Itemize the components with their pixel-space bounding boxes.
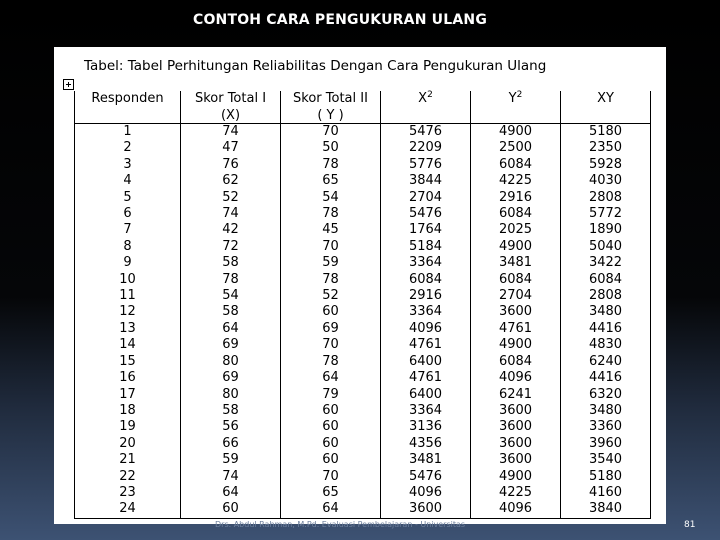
cell-xy: 6320 bbox=[561, 387, 651, 403]
cell-responden: 11 bbox=[75, 288, 181, 304]
cell-skor-x: 62 bbox=[181, 173, 281, 189]
cell-x-squared: 3136 bbox=[381, 419, 471, 435]
cell-y-squared: 6084 bbox=[471, 206, 561, 222]
table-row bbox=[75, 321, 651, 337]
cell-skor-y: 64 bbox=[281, 370, 381, 386]
cell-xy: 4030 bbox=[561, 173, 651, 189]
cell-skor-x: 56 bbox=[181, 419, 281, 435]
cell-y-squared: 2025 bbox=[471, 222, 561, 238]
table-row bbox=[75, 173, 651, 189]
cell-xy: 5772 bbox=[561, 206, 651, 222]
cell-skor-y: 64 bbox=[281, 501, 381, 518]
table-row bbox=[75, 469, 651, 485]
cell-xy: 3960 bbox=[561, 436, 651, 452]
cell-x-squared: 4096 bbox=[381, 485, 471, 501]
table-row bbox=[75, 370, 651, 386]
cell-skor-x: 64 bbox=[181, 485, 281, 501]
cell-x-squared: 3844 bbox=[381, 173, 471, 189]
cell-y-squared: 3481 bbox=[471, 255, 561, 271]
cell-responden: 21 bbox=[75, 452, 181, 468]
cell-skor-y: 65 bbox=[281, 485, 381, 501]
table-row bbox=[75, 485, 651, 501]
cell-skor-x: 58 bbox=[181, 304, 281, 320]
cell-responden: 10 bbox=[75, 272, 181, 288]
cell-y-squared: 6084 bbox=[471, 157, 561, 173]
cell-y-squared: 4900 bbox=[471, 337, 561, 353]
cell-xy: 3840 bbox=[561, 501, 651, 518]
cell-y-squared: 4900 bbox=[471, 469, 561, 485]
cell-skor-x: 52 bbox=[181, 190, 281, 206]
header-y-squared-cont bbox=[471, 107, 561, 124]
cell-responden: 16 bbox=[75, 370, 181, 386]
cell-responden: 24 bbox=[75, 501, 181, 518]
footer-note: Drs. Abdul Rahman, M.Pd. Evaluasi Pembelajaran - Universitas bbox=[215, 520, 466, 529]
cell-x-squared: 6400 bbox=[381, 354, 471, 370]
cell-skor-x: 78 bbox=[181, 272, 281, 288]
cell-x-squared: 5776 bbox=[381, 157, 471, 173]
cell-skor-y: 60 bbox=[281, 452, 381, 468]
cell-responden: 8 bbox=[75, 239, 181, 255]
cell-skor-x: 74 bbox=[181, 124, 281, 141]
cell-x-squared: 3364 bbox=[381, 304, 471, 320]
cell-x-squared: 4761 bbox=[381, 370, 471, 386]
cell-skor-x: 58 bbox=[181, 403, 281, 419]
cell-x-squared: 4761 bbox=[381, 337, 471, 353]
header-row bbox=[75, 91, 651, 107]
cell-xy: 3480 bbox=[561, 304, 651, 320]
cell-skor-y: 78 bbox=[281, 272, 381, 288]
cell-skor-y: 60 bbox=[281, 436, 381, 452]
cell-skor-y: 70 bbox=[281, 239, 381, 255]
header-row-2 bbox=[75, 107, 651, 124]
cell-responden: 19 bbox=[75, 419, 181, 435]
cell-skor-x: 80 bbox=[181, 354, 281, 370]
cell-y-squared: 2704 bbox=[471, 288, 561, 304]
cell-responden: 1 bbox=[75, 124, 181, 141]
cell-responden: 9 bbox=[75, 255, 181, 271]
cell-xy: 2808 bbox=[561, 190, 651, 206]
cell-x-squared: 1764 bbox=[381, 222, 471, 238]
cell-x-squared: 2209 bbox=[381, 140, 471, 156]
cell-responden: 22 bbox=[75, 469, 181, 485]
table-row bbox=[75, 190, 651, 206]
cell-responden: 20 bbox=[75, 436, 181, 452]
cell-xy: 4416 bbox=[561, 370, 651, 386]
cell-x-squared: 5476 bbox=[381, 469, 471, 485]
table-row bbox=[75, 288, 651, 304]
cell-xy: 4160 bbox=[561, 485, 651, 501]
cell-y-squared: 2500 bbox=[471, 140, 561, 156]
cell-responden: 7 bbox=[75, 222, 181, 238]
cell-x-squared: 3600 bbox=[381, 501, 471, 518]
cell-y-squared: 6084 bbox=[471, 354, 561, 370]
cell-skor-y: 59 bbox=[281, 255, 381, 271]
cell-skor-x: 76 bbox=[181, 157, 281, 173]
cell-y-squared: 4900 bbox=[471, 239, 561, 255]
table-row bbox=[75, 206, 651, 222]
header-skor-total-2-symbol: ( Y ) bbox=[281, 107, 381, 124]
table-row bbox=[75, 255, 651, 271]
cell-responden: 2 bbox=[75, 140, 181, 156]
header-y-exponent: 2 bbox=[516, 90, 523, 100]
expand-table-icon[interactable] bbox=[63, 79, 74, 90]
cell-skor-x: 64 bbox=[181, 321, 281, 337]
slide-title: CONTOH CARA PENGUKURAN ULANG bbox=[192, 12, 488, 28]
header-xy-cont bbox=[561, 107, 651, 124]
cell-x-squared: 3481 bbox=[381, 452, 471, 468]
cell-skor-x: 80 bbox=[181, 387, 281, 403]
cell-y-squared: 4225 bbox=[471, 173, 561, 189]
cell-responden: 3 bbox=[75, 157, 181, 173]
cell-x-squared: 4356 bbox=[381, 436, 471, 452]
table-row bbox=[75, 124, 651, 141]
cell-responden: 13 bbox=[75, 321, 181, 337]
cell-responden: 12 bbox=[75, 304, 181, 320]
table-row bbox=[75, 403, 651, 419]
cell-y-squared: 4096 bbox=[471, 501, 561, 518]
document-page bbox=[54, 47, 666, 524]
cell-skor-y: 70 bbox=[281, 337, 381, 353]
cell-skor-y: 65 bbox=[281, 173, 381, 189]
table-row bbox=[75, 501, 651, 518]
cell-skor-y: 60 bbox=[281, 304, 381, 320]
cell-skor-y: 60 bbox=[281, 403, 381, 419]
cell-skor-y: 78 bbox=[281, 206, 381, 222]
cell-y-squared: 3600 bbox=[471, 452, 561, 468]
cell-xy: 3540 bbox=[561, 452, 651, 468]
cell-y-squared: 3600 bbox=[471, 436, 561, 452]
cell-y-squared: 4096 bbox=[471, 370, 561, 386]
header-x-squared-cont bbox=[381, 107, 471, 124]
cell-y-squared: 3600 bbox=[471, 403, 561, 419]
cell-skor-y: 60 bbox=[281, 419, 381, 435]
cell-skor-y: 45 bbox=[281, 222, 381, 238]
cell-skor-x: 58 bbox=[181, 255, 281, 271]
cell-responden: 15 bbox=[75, 354, 181, 370]
cell-x-squared: 3364 bbox=[381, 403, 471, 419]
cell-skor-y: 79 bbox=[281, 387, 381, 403]
cell-skor-y: 69 bbox=[281, 321, 381, 337]
cell-y-squared: 2916 bbox=[471, 190, 561, 206]
table-row bbox=[75, 452, 651, 468]
table-row bbox=[75, 272, 651, 288]
cell-skor-x: 59 bbox=[181, 452, 281, 468]
cell-xy: 5040 bbox=[561, 239, 651, 255]
cell-xy: 3360 bbox=[561, 419, 651, 435]
cell-skor-x: 69 bbox=[181, 337, 281, 353]
cell-y-squared: 4225 bbox=[471, 485, 561, 501]
cell-responden: 14 bbox=[75, 337, 181, 353]
cell-skor-x: 66 bbox=[181, 436, 281, 452]
table-row bbox=[75, 436, 651, 452]
cell-x-squared: 6084 bbox=[381, 272, 471, 288]
cell-skor-y: 70 bbox=[281, 469, 381, 485]
table-row bbox=[75, 304, 651, 320]
header-y-squared bbox=[471, 91, 561, 107]
cell-skor-y: 52 bbox=[281, 288, 381, 304]
cell-x-squared: 3364 bbox=[381, 255, 471, 271]
cell-y-squared: 6241 bbox=[471, 387, 561, 403]
cell-xy: 5928 bbox=[561, 157, 651, 173]
cell-xy: 5180 bbox=[561, 124, 651, 141]
cell-xy: 3422 bbox=[561, 255, 651, 271]
table-caption: Tabel: Tabel Perhitungan Reliabilitas Dengan Cara Pengukuran Ulang bbox=[84, 58, 547, 74]
cell-skor-x: 54 bbox=[181, 288, 281, 304]
header-x-base: X bbox=[418, 91, 428, 106]
cell-xy: 2350 bbox=[561, 140, 651, 156]
cell-y-squared: 3600 bbox=[471, 419, 561, 435]
header-skor-total-1: Skor Total I bbox=[181, 91, 281, 107]
table-row bbox=[75, 354, 651, 370]
cell-y-squared: 4761 bbox=[471, 321, 561, 337]
header-xy: XY bbox=[561, 91, 651, 107]
reliability-table bbox=[74, 91, 651, 519]
cell-xy: 3480 bbox=[561, 403, 651, 419]
cell-xy: 6084 bbox=[561, 272, 651, 288]
cell-skor-y: 54 bbox=[281, 190, 381, 206]
cell-y-squared: 6084 bbox=[471, 272, 561, 288]
cell-x-squared: 6400 bbox=[381, 387, 471, 403]
cell-skor-x: 60 bbox=[181, 501, 281, 518]
cell-skor-x: 69 bbox=[181, 370, 281, 386]
cell-skor-x: 42 bbox=[181, 222, 281, 238]
cell-y-squared: 3600 bbox=[471, 304, 561, 320]
cell-xy: 4830 bbox=[561, 337, 651, 353]
table-row bbox=[75, 140, 651, 156]
header-skor-total-1-symbol: (X) bbox=[181, 107, 281, 124]
table-row bbox=[75, 419, 651, 435]
header-responden-cont bbox=[75, 107, 181, 124]
cell-x-squared: 2916 bbox=[381, 288, 471, 304]
header-x-exponent: 2 bbox=[427, 90, 433, 100]
header-x-squared bbox=[381, 91, 471, 107]
cell-responden: 23 bbox=[75, 485, 181, 501]
cell-x-squared: 4096 bbox=[381, 321, 471, 337]
cell-xy: 2808 bbox=[561, 288, 651, 304]
header-responden: Responden bbox=[75, 91, 181, 107]
table-row bbox=[75, 157, 651, 173]
cell-responden: 4 bbox=[75, 173, 181, 189]
table-row bbox=[75, 222, 651, 238]
cell-x-squared: 2704 bbox=[381, 190, 471, 206]
cell-responden: 18 bbox=[75, 403, 181, 419]
cell-skor-y: 78 bbox=[281, 354, 381, 370]
cell-xy: 6240 bbox=[561, 354, 651, 370]
cell-xy: 4416 bbox=[561, 321, 651, 337]
cell-skor-x: 74 bbox=[181, 206, 281, 222]
table-row bbox=[75, 337, 651, 353]
page-number: 81 bbox=[684, 520, 696, 530]
cell-xy: 1890 bbox=[561, 222, 651, 238]
cell-skor-x: 74 bbox=[181, 469, 281, 485]
cell-skor-y: 50 bbox=[281, 140, 381, 156]
cell-responden: 6 bbox=[75, 206, 181, 222]
cell-skor-x: 47 bbox=[181, 140, 281, 156]
table-row bbox=[75, 387, 651, 403]
cell-xy: 5180 bbox=[561, 469, 651, 485]
table-row bbox=[75, 239, 651, 255]
cell-x-squared: 5476 bbox=[381, 124, 471, 141]
cell-responden: 17 bbox=[75, 387, 181, 403]
cell-skor-y: 70 bbox=[281, 124, 381, 141]
header-skor-total-2: Skor Total II bbox=[281, 91, 381, 107]
header-y-base: Y bbox=[508, 91, 517, 106]
cell-skor-x: 72 bbox=[181, 239, 281, 255]
cell-responden: 5 bbox=[75, 190, 181, 206]
cell-y-squared: 4900 bbox=[471, 124, 561, 141]
cell-x-squared: 5476 bbox=[381, 206, 471, 222]
cell-x-squared: 5184 bbox=[381, 239, 471, 255]
cell-skor-y: 78 bbox=[281, 157, 381, 173]
table-body bbox=[75, 124, 651, 519]
